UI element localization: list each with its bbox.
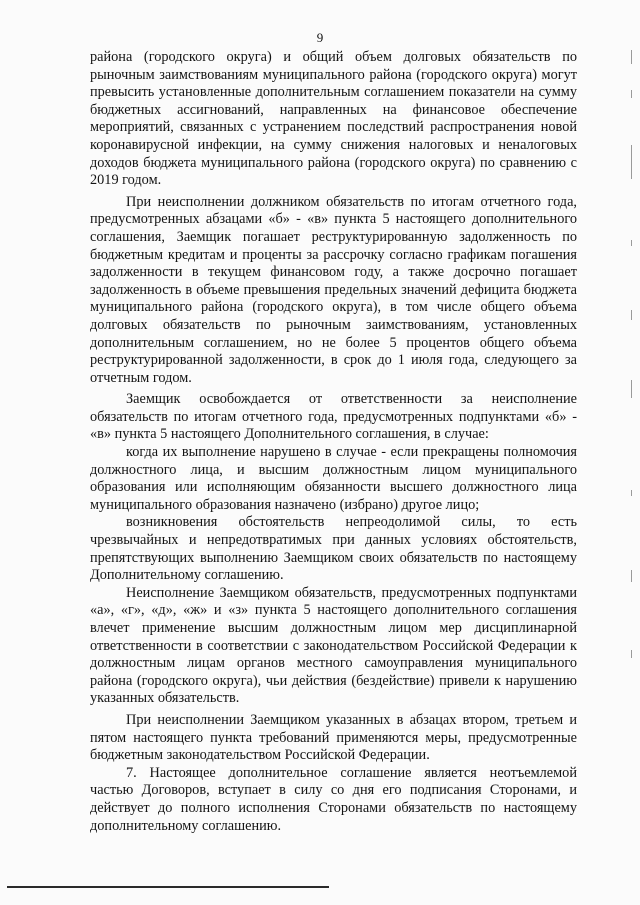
footer-rule [7, 886, 329, 888]
paragraph: При неисполнении Заемщиком указанных в абзацах втором, третьем и пятом настоящего пункта требований применяются меры, предусмотренные бюджетным законодательством Российской Федерации. [90, 711, 577, 764]
body-text [90, 49, 577, 835]
paragraph: При неисполнении должником обязательств по итогам отчетного года, предусмотренных абзацами «б» - «в» пункта 5 настоящего дополнительного соглашения, Заемщик погашает реструктурированную задолженность по бюджетным кредитам и проценты за рассрочку согласно графикам погашения задолженности в текущем финансовом году, а также досрочно погашает задолженность в объеме превышения предельных значений дефицита бюджета муниципального района (городского округа), в том числе общего объема долговых обязательств по рыночным заимствованиям, установленных дополнительным соглашением, но не более 5 процентов общего объема реструктурированной задолженности, в срок до 1 июля года, следующего за отчетным годом. [90, 193, 577, 386]
paragraph: района (городского округа) и общий объем долговых обязательств по рыночным заимствованиям муниципального района (городского округа) могут превысить установленные дополнительным соглашением показатели на сумму бюджетных ассигнований, направленных на финансовое обеспечение мероприятий, связанных с устранением последствий распространения новой коронавирусной инфекции, на сумму снижения налоговых и неналоговых доходов бюджета муниципального района (городского округа) по сравнению с 2019 годом. [90, 49, 577, 189]
paragraph: Неисполнение Заемщиком обязательств, предусмотренных подпунктами «а», «г», «д», «ж» и «з» пункта 5 настоящего дополнительного соглашения влечет применение высшим должностным лицом мер дисциплинарной ответственности в соответствии с законодательством Российской Федерации к должностным лицам органов местного самоуправления муниципального района (городского округа), чьи действия (бездействие) привели к нарушению указанных обязательств. [90, 584, 577, 707]
scan-margin-marks [631, 50, 634, 690]
paragraph: когда их выполнение нарушено в случае - если прекращены полномочия должностного лица, и высшим должностным лицом муниципального образования или исполняющим обязанности высшего должностного лица муниципального образования назначено (избрано) другое лицо; [90, 444, 577, 513]
paragraph: Заемщик освобождается от ответственности за неисполнение обязательств по итогам отчетного года, предусмотренных подпунктами «б» - «в» пункта 5 настоящего Дополнительного соглашения, в случае: [90, 391, 577, 443]
page-number: 9 [316, 30, 324, 45]
paragraph: возникновения обстоятельств непреодолимой силы, то есть чрезвычайных и непредотвратимых при данных условиях обстоятельств, препятствующих выполнению Заемщиком своих обязательств по настоящему Дополнительному соглашению. [90, 514, 577, 584]
paragraph: 7. Настоящее дополнительное соглашение является неотъемлемой частью Договоров, вступает в силу со дня его подписания Сторонами, и действует до полного исполнения Сторонами обязательств по настоящему дополнительному соглашению. [90, 764, 577, 834]
